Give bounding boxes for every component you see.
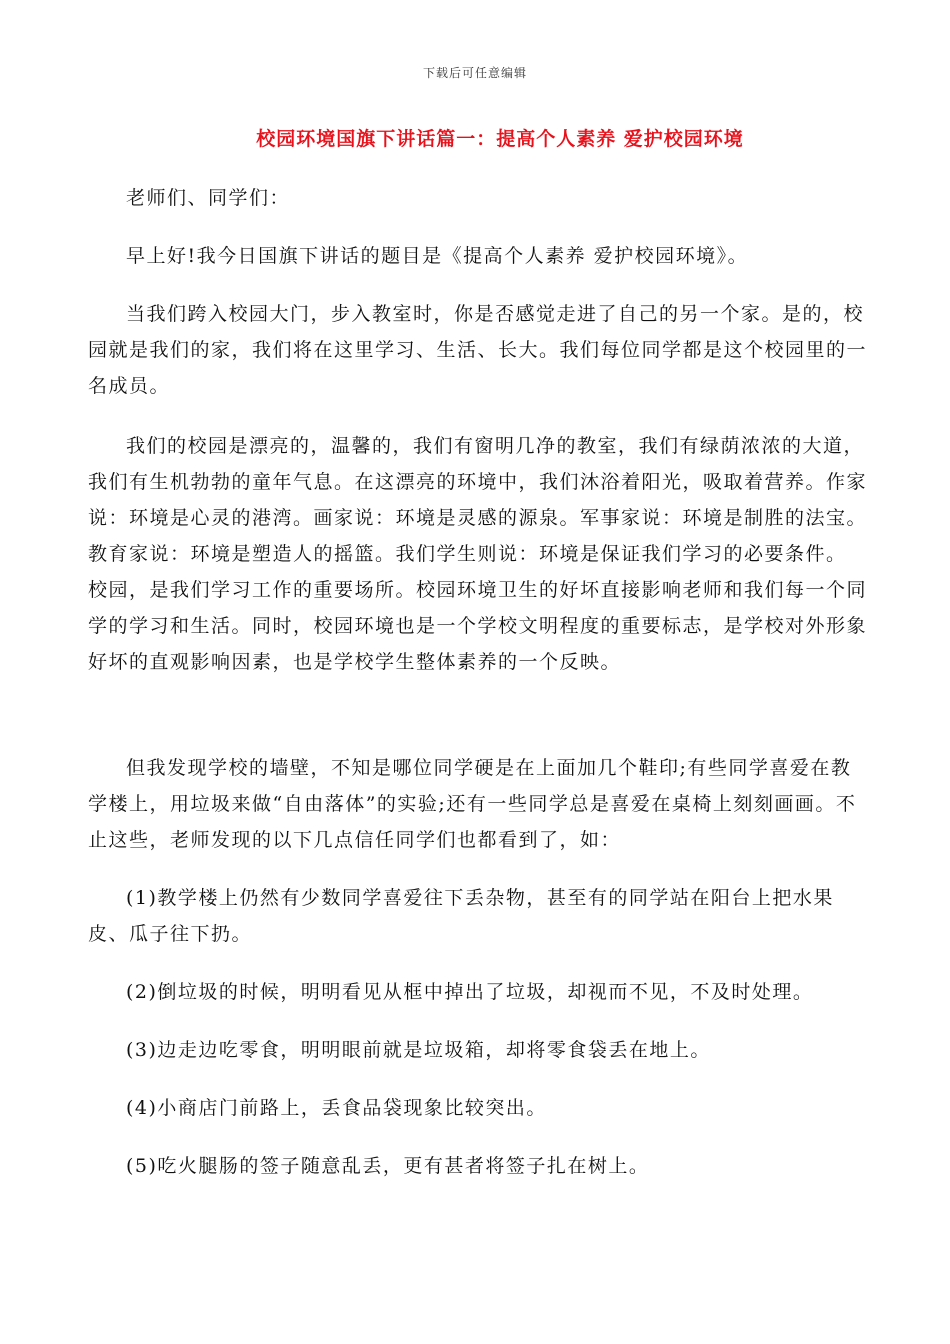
document-title: 校园环境国旗下讲话篇一：提高个人素养 爱护校园环境 — [256, 128, 744, 150]
paragraph-environment: 我们的校园是漂亮的，温馨的，我们有窗明几净的教室，我们有绿荫浓浓的大道，我们有生机勃勃的童年气息。在这漂亮的环境中，我们沐浴着阳光，吸取着营养。作家说：环境是心灵的港湾。画家说：环境是灵感的源泉。军事家说：环境是制胜的法宝。教育家说：环境是塑造人的摇篮。我们学生则说：环境是保证我们学习的必要条件。 校园，是我们学习工作的重要场所。校园环境卫生的好坏直接影响老师和我们每一个同学的学习和生活。同时，校园环境也是一个学校文明程度的重要标志，是学校对外形象好坏的直观影响因素，也是学校学生整体素养的一个反映。 — [88, 435, 868, 673]
paragraph-greeting: 早上好!我今日国旗下讲话的题目是《提高个人素养 爱护校园环境》。 — [126, 245, 749, 267]
list-item-4: (4)小商店门前路上，丢食品袋现象比较突出。 — [126, 1097, 547, 1119]
list-item-5: (5)吃火腿肠的签子随意乱丢，更有甚者将签子扎在树上。 — [126, 1155, 650, 1177]
list-item-1: (1)教学楼上仍然有少数同学喜爱往下丢杂物，甚至有的同学站在阳台上把水果皮、瓜子往下扔。 — [88, 887, 834, 945]
salutation: 老师们、同学们： — [126, 187, 291, 209]
list-item-2: (2)倒垃圾的时候，明明看见从框中掉出了垃圾，却视而不见，不及时处理。 — [126, 981, 814, 1003]
paragraph-problems: 但我发现学校的墙壁，不知是哪位同学硬是在上面加几个鞋印;有些同学喜爱在教学楼上，用垃圾来做“自由落体”的实验;还有一些同学总是喜爱在桌椅上刻刻画画。不止这些，老师发现的以下几点信任同学们也都看到了，如： — [88, 757, 857, 851]
header-note: 下载后可任意编辑 — [422, 66, 527, 80]
list-item-3: (3)边走边吃零食，明明眼前就是垃圾箱，却将零食袋丢在地上。 — [126, 1039, 711, 1061]
paragraph-home: 当我们跨入校园大门，步入教室时，你是否感觉走进了自己的另一个家。是的，校园就是我们的家，我们将在这里学习、生活、长大。我们每位同学都是这个校园里的一名成员。 — [88, 303, 868, 397]
